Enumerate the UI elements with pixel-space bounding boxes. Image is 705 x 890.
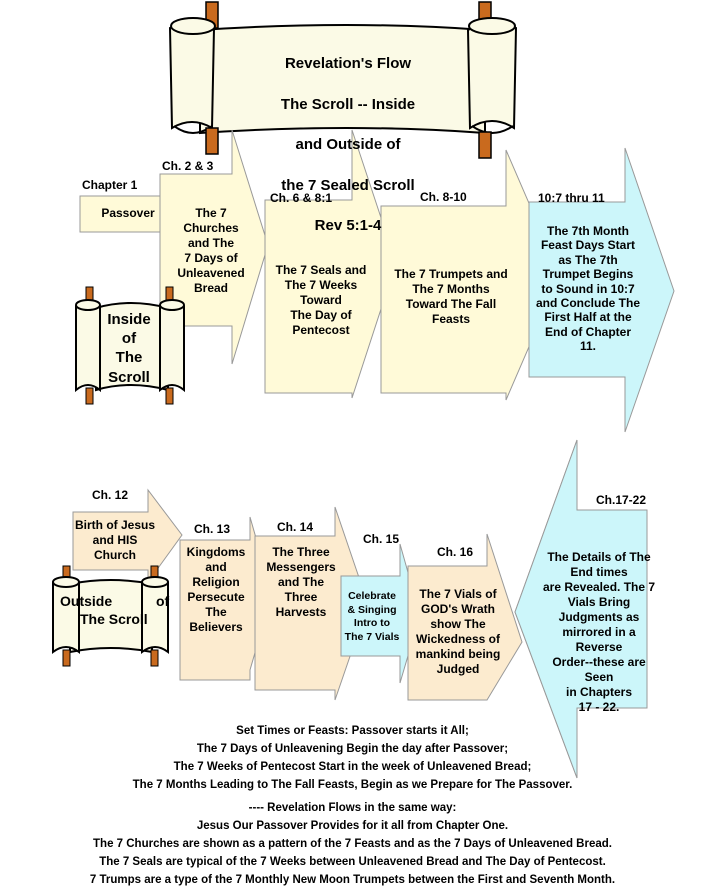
text-three-messengers: The Three Messengers and The Three Harvests <box>266 545 336 619</box>
outside-scroll-word-the-scroll: The Scroll <box>80 611 148 627</box>
text-kingdoms: Kingdoms and Religion Persecute The Believers <box>186 545 246 634</box>
text-7-seals: The 7 Seals and The 7 Weeks Toward The Day of Pentecost <box>275 263 367 337</box>
inside-scroll-label: Inside of The Scroll <box>107 311 151 386</box>
text-birth-of-jesus: Birth of Jesus and HIS Church <box>74 518 155 562</box>
footer-paragraph-1 <box>0 722 705 794</box>
label-ch-13: Ch. 13 <box>194 522 231 536</box>
banner-line: the 7 Sealed Scroll <box>281 176 415 194</box>
text-passover: Passover <box>101 206 155 220</box>
label-ch-12: Ch. 12 <box>92 488 129 502</box>
banner-line: Revelation's Flow <box>284 55 412 73</box>
text-celebrate: Celebrate & Singing Intro to The 7 Vials <box>344 590 400 643</box>
label-ch-16: Ch. 16 <box>437 545 474 559</box>
label-ch-6-8: Ch. 6 & 8:1 <box>270 191 333 205</box>
footer-line: The 7 Months Leading to The Fall Feasts, Begin as we Prepare for The Passover. <box>132 779 573 791</box>
footer-line: Set Times or Feasts: Passover starts it All; <box>236 725 469 737</box>
footer-line: The 7 Seals are typical of the 7 Weeks between Unleavened Bread and The Day of Pentecost. <box>99 856 606 868</box>
label-ch-2-3: Ch. 2 & 3 <box>162 159 214 173</box>
text-details-end-times: The Details of The End times are Revealed. The 7 Vials Bring Judgments as mirrored in a Reverse Order--these are Seen in Chapters 17 - 22. <box>542 550 656 714</box>
label-chapter-1: Chapter 1 <box>82 178 138 192</box>
label-ch-15: Ch. 15 <box>363 532 400 546</box>
text-7-trumpets: The 7 Trumpets and The 7 Months Toward The Fall Feasts <box>394 267 508 326</box>
footer-line: The 7 Weeks of Pentecost Start in the week of Unleavened Bread; <box>173 761 532 773</box>
footer-line: Jesus Our Passover Provides for it all from Chapter One. <box>196 820 509 832</box>
outside-scroll-word-of: of <box>156 593 170 609</box>
banner-title <box>228 34 468 257</box>
text-7-churches: The 7 Churches and The 7 Days of Unleavened Bread <box>177 206 245 295</box>
footer-line: ---- Revelation Flows in the same way: <box>248 802 457 814</box>
label-ch-8-10: Ch. 8-10 <box>420 190 467 204</box>
text-7-vials: The 7 Vials of GOD's Wrath show The Wickedness of mankind being Judged <box>415 587 501 676</box>
banner-line: and Outside of <box>295 136 401 154</box>
footer-line: The 7 Churches are shown as a pattern of the 7 Feasts and as the 7 Days of Unleavened Bread. <box>93 838 612 850</box>
banner-line: The Scroll -- Inside <box>280 95 416 113</box>
text-7th-month: The 7th Month Feast Days Start as The 7th Trumpet Begins to Sound in 10:7 and Conclude The First Half at the End of Chapter 11. <box>535 224 640 354</box>
label-ch-14: Ch. 14 <box>277 520 314 534</box>
label-ch-17-22: Ch.17-22 <box>596 493 647 507</box>
label-10-7-thru-11: 10:7 thru 11 <box>538 191 605 205</box>
footer-paragraph-2 <box>0 799 705 889</box>
outside-scroll-word-outside: Outside <box>60 593 113 609</box>
footer-line: The 7 Days of Unleavening Begin the day after Passover; <box>196 743 509 755</box>
banner-line: Rev 5:1-4 <box>314 217 382 235</box>
footer-line: 7 Trumps are a type of the 7 Monthly New Moon Trumpets between the First and Seventh Month. <box>89 874 616 886</box>
